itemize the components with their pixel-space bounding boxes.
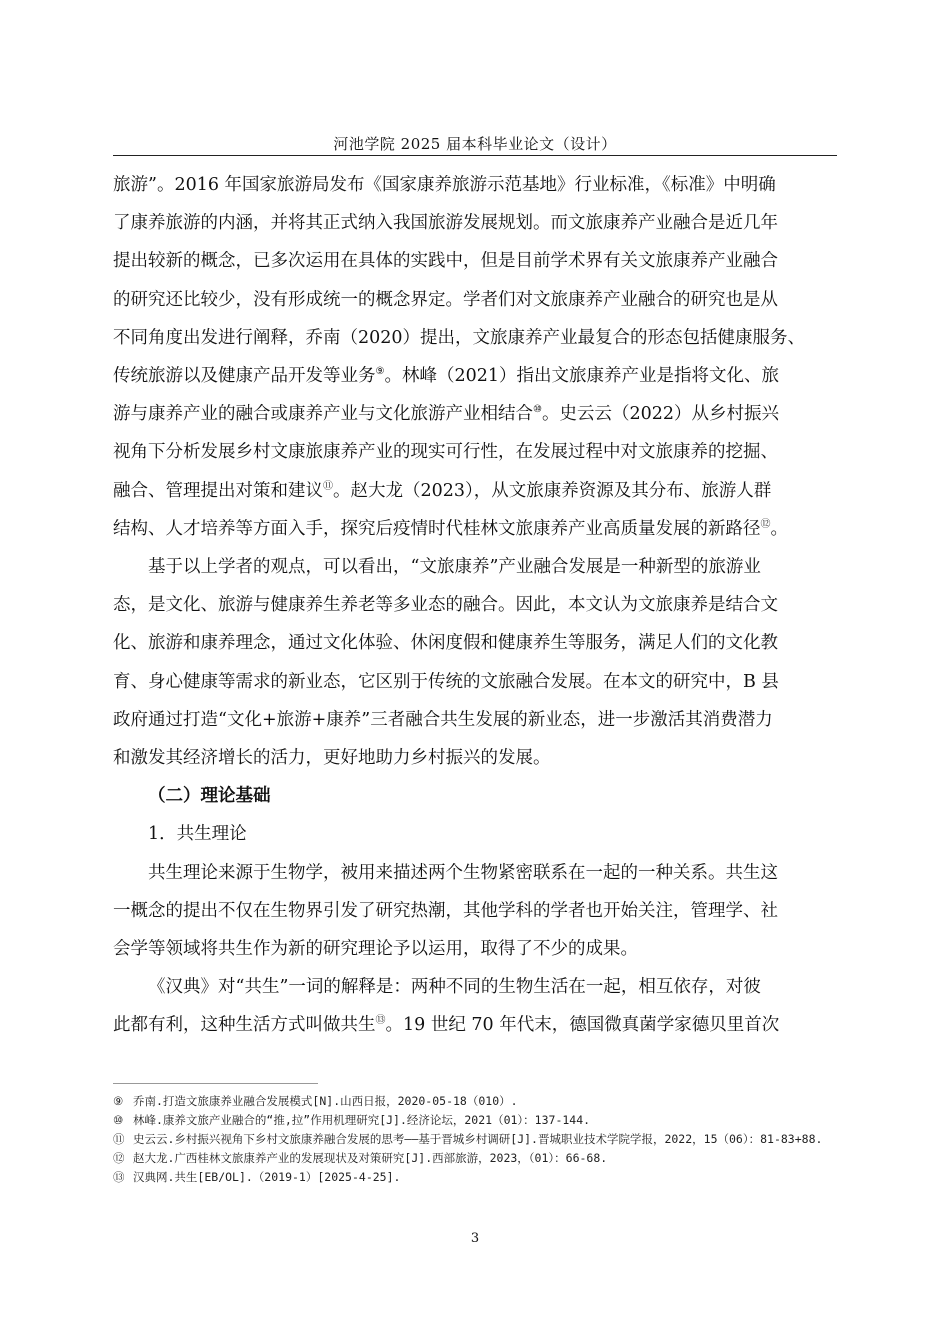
footnotes [113,1092,837,1187]
paragraph-4 [113,968,837,1044]
section-heading: （二）理论基础 [148,786,271,807]
text-line: 提出较新的概念，已多次运用在具体的实践中，但是目前学术界有关文旅康养产业融合 [113,251,778,272]
text-line: 结构、人才培养等方面入手，探究后疫情时代桂林文旅康养产业高质量发展的新路径⑫。 [113,518,788,539]
text-line: 了康养旅游的内涵，并将其正式纳入我国旅游发展规划。而文旅康养产业融合是近几年 [113,213,778,234]
text-line: 《汉典》对“共生”一词的解释是：两种不同的生物生活在一起，相互依存，对彼 [148,977,761,998]
body-text [113,166,837,1045]
sub-heading: 1．共生理论 [148,824,247,845]
text-line: 会学等领域将共生作为新的研究理论予以运用，取得了不少的成果。 [113,939,638,960]
text-line: 不同角度出发进行阐释，乔南（2020）提出，文旅康养产业最复合的形态包括健康服务、 [113,327,806,348]
text-line: 此都有利，这种生活方式叫做共生⑬。19 世纪 70 年代末，德国微真菌学家德贝里首次 [113,1015,780,1036]
footnote: ⑪ 史云云.乡村振兴视角下乡村文旅康养融合发展的思考——基于晋城乡村调研[J].晋城职业技术学院学报，2022，15（06）：81-83+88. [113,1132,823,1146]
running-header: 河池学院 2025 届本科毕业论文（设计） [333,135,617,153]
text-line: 一概念的提出不仅在生物界引发了研究热潮，其他学科的学者也开始关注，管理学、社 [113,900,778,921]
text-line: 基于以上学者的观点，可以看出，“文旅康养”产业融合发展是一种新型的旅游业 [148,557,761,578]
paragraph-2 [113,548,837,777]
paragraph-3 [113,854,837,969]
text-line: 传统旅游以及健康产品开发等业务⑨。林峰（2021）指出文旅康养产业是指将文化、旅 [113,366,780,387]
footnote-ref[interactable]: ⑬ [375,1015,386,1027]
footnote: ⑨ 乔南.打造文旅康养业融合发展模式[N].山西日报，2020-05-18（010）. [113,1094,518,1108]
footnote-ref[interactable]: ⑪ [323,480,333,492]
page-number: 3 [470,1231,480,1246]
text-line: 育、身心健康等需求的新业态，它区别于传统的文旅融合发展。在本文的研究中，B 县 [113,671,779,692]
text-line: 态，是文化、旅游与健康养生养老等多业态的融合。因此，本文认为文旅康养是结合文 [113,595,778,616]
text-line: 融合、管理提出对策和建议⑪。赵大龙（2023），从文旅康养资源及其分布、旅游人群 [113,480,772,501]
footnote-ref[interactable]: ⑩ [533,404,542,416]
header-rule [113,155,837,156]
text-line: 政府通过打造“文化+旅游+康养”三者融合共生发展的新业态，进一步激活其消费潜力 [113,709,773,730]
text-line: 化、旅游和康养理念，通过文化体验、休闲度假和健康养生等服务，满足人们的文化教 [113,633,778,654]
text-line: 共生理论来源于生物学，被用来描述两个生物紧密联系在一起的一种关系。共生这 [148,862,778,883]
footnote: ⑩ 林峰.康养文旅产业融合的“推,拉”作用机理研究[J].经济论坛，2021（01）：137-144. [113,1113,591,1127]
text-line: 视角下分析发展乡村文康旅康养产业的现实可行性，在发展过程中对文旅康养的挖掘、 [113,442,778,463]
footnote: ⑬ 汉典网.共生[EB/OL].（2019-1）[2025-4-25]. [113,1170,401,1184]
footnote-ref[interactable]: ⑨ [375,366,385,378]
text-line: 游与康养产业的融合或康养产业与文化旅游产业相结合⑩。史云云（2022）从乡村振兴 [113,404,780,425]
paragraph-1 [113,166,837,548]
footnote-rule [113,1083,318,1084]
footnote: ⑫ 赵大龙.广西桂林文旅康养产业的发展现状及对策研究[J].西部旅游，2023，（01）：66-68. [113,1151,608,1165]
text-line: 的研究还比较少，没有形成统一的概念界定。学者们对文旅康养产业融合的研究也是从 [113,289,778,310]
text-line: 和激发其经济增长的活力，更好地助力乡村振兴的发展。 [113,748,551,769]
footnote-ref[interactable]: ⑫ [760,519,771,530]
text-line: 旅游”。2016 年国家旅游局发布《国家康养旅游示范基地》行业标准，《标准》中明确 [113,175,776,195]
